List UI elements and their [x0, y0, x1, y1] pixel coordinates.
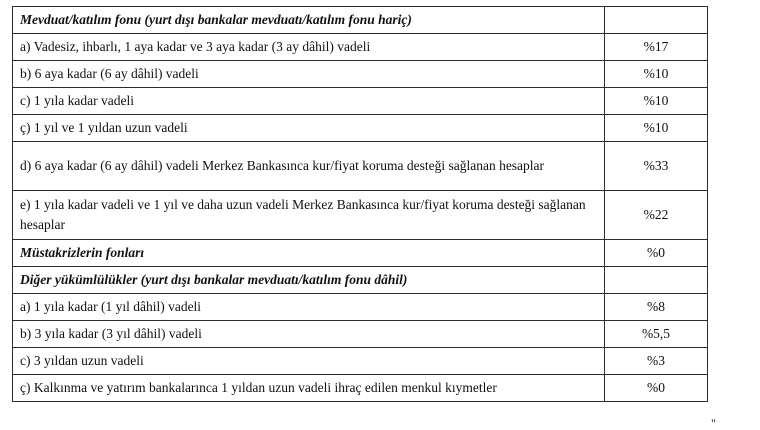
- row-value: %5,5: [605, 321, 708, 348]
- row-value: %33: [605, 142, 708, 191]
- table-row: [13, 321, 708, 348]
- row-label: a) 1 yıla kadar (1 yıl dâhil) vadeli: [13, 294, 605, 321]
- table-row: [13, 34, 708, 61]
- row-label: Mevduat/katılım fonu (yurt dışı bankalar mevduatı/katılım fonu hariç): [13, 7, 605, 34]
- table-row: [13, 294, 708, 321]
- row-label: c) 3 yıldan uzun vadeli: [13, 348, 605, 375]
- row-value: %3: [605, 348, 708, 375]
- row-label: e) 1 yıla kadar vadeli ve 1 yıl ve daha uzun vadeli Merkez Bankasınca kur/fiyat koruma desteği sağlanan hesaplar: [13, 191, 605, 240]
- table-row-other-liabilities-header: [13, 267, 708, 294]
- row-value: %0: [605, 375, 708, 402]
- row-label: ç) 1 yıl ve 1 yıldan uzun vadeli: [13, 115, 605, 142]
- row-label: d) 6 aya kadar (6 ay dâhil) vadeli Merkez Bankasınca kur/fiyat koruma desteği sağlanan hesaplar: [13, 142, 605, 191]
- row-value: %0: [605, 240, 708, 267]
- row-label: b) 3 yıla kadar (3 yıl dâhil) vadeli: [13, 321, 605, 348]
- reserve-ratio-table: [12, 6, 708, 402]
- closing-quote-mark: ": [711, 416, 716, 430]
- row-label: c) 1 yıla kadar vadeli: [13, 88, 605, 115]
- row-label: ç) Kalkınma ve yatırım bankalarınca 1 yıldan uzun vadeli ihraç edilen menkul kıymetler: [13, 375, 605, 402]
- row-value: [605, 267, 708, 294]
- table-row: [13, 348, 708, 375]
- row-value: %10: [605, 88, 708, 115]
- table-row: [13, 88, 708, 115]
- row-value: %17: [605, 34, 708, 61]
- table-row-deposits-header: [13, 7, 708, 34]
- row-value: %22: [605, 191, 708, 240]
- table-row-borrower-funds: [13, 240, 708, 267]
- row-value: %8: [605, 294, 708, 321]
- row-label: Diğer yükümlülükler (yurt dışı bankalar mevduatı/katılım fonu dâhil): [13, 267, 605, 294]
- row-value: [605, 7, 708, 34]
- table-row: [13, 115, 708, 142]
- row-value: %10: [605, 61, 708, 88]
- table-row: [13, 191, 708, 240]
- table-row: [13, 375, 708, 402]
- table-row: [13, 61, 708, 88]
- row-label: b) 6 aya kadar (6 ay dâhil) vadeli: [13, 61, 605, 88]
- row-label: Müstakrizlerin fonları: [13, 240, 605, 267]
- table-row: [13, 142, 708, 191]
- row-value: %10: [605, 115, 708, 142]
- row-label: a) Vadesiz, ihbarlı, 1 aya kadar ve 3 aya kadar (3 ay dâhil) vadeli: [13, 34, 605, 61]
